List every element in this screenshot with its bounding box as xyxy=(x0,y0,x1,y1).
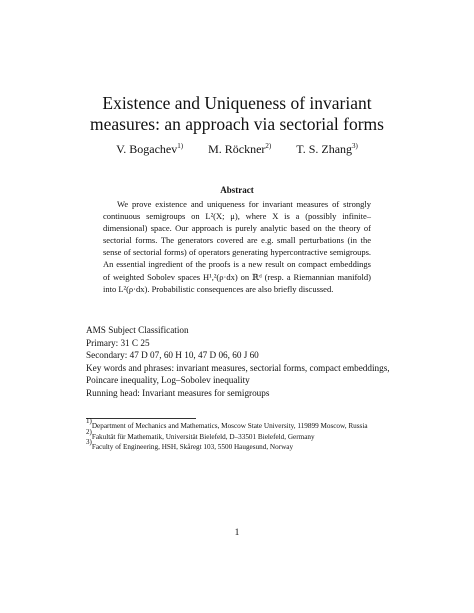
footnote-mark: 3) xyxy=(86,438,92,446)
footnote-text: Faculty of Engineering, HSH, Skåregt 103, 5500 Haugesund, Norway xyxy=(91,443,294,451)
author-footnote-mark: 1) xyxy=(177,142,184,150)
author xyxy=(208,142,271,156)
abstract-text: We prove existence and uniqueness for invariant measures of strongly continuous semigroups on L²(X; μ), where X is a (possibly infinite–dimensional) space. Our approach is purely analytic based on the theory of sectorial forms. The generators covered are e.g. small perturbations (in the sense of sectorial forms) of operators generating hypercontractive semigroups. An essential ingredient of the proofs is a new result on compact embeddings of weighted Sobolev spaces H¹,²(ρ·dx) on ℝᵈ (resp. a Riemannian manifold) into L²(ρ·dx). Probabilistic consequences are also briefly discussed. xyxy=(103,199,371,294)
author-list xyxy=(40,142,434,157)
footnote-mark: 1) xyxy=(86,417,92,425)
classification-block xyxy=(86,324,398,400)
footnote-text: Fakultät für Mathematik, Universität Bielefeld, D–33501 Bielefeld, Germany xyxy=(91,432,315,441)
footnotes xyxy=(86,417,396,453)
footnote-mark: 2) xyxy=(86,427,92,436)
footnote-text: Department of Mechanics and Mathematics, Moscow State University, 119899 Moscow, Russia xyxy=(91,422,368,430)
author xyxy=(296,142,358,156)
author-name: M. Röckner xyxy=(208,142,266,156)
author-footnote-mark: 3) xyxy=(352,142,358,150)
author xyxy=(116,142,183,156)
primary-classification: Primary: 31 C 25 xyxy=(86,337,150,348)
running-head: Running head: Invariant measures for semigroups xyxy=(86,387,270,398)
paper-title xyxy=(40,93,434,135)
author-footnote-mark: 2) xyxy=(265,142,272,150)
title-line-2: measures: an approach via sectorial forms xyxy=(90,114,384,134)
author-name: T. S. Zhang xyxy=(296,142,353,156)
footnote-divider xyxy=(86,418,196,419)
page-number: 1 xyxy=(234,528,240,538)
secondary-classification: Secondary: 47 D 07, 60 H 10, 47 D 06, 60 J 60 xyxy=(86,350,259,361)
title-line-1: Existence and Uniqueness of invariant xyxy=(102,93,372,113)
abstract-heading: Abstract xyxy=(220,185,254,195)
footnote xyxy=(86,417,396,432)
author-name: V. Bogachev xyxy=(116,142,178,156)
ams-classification-heading: AMS Subject Classification xyxy=(86,325,189,335)
footnote xyxy=(86,438,396,453)
keywords: Key words and phrases: invariant measures, sectorial forms, compact embeddings, Poincare inequality, Log–Sobolev inequality xyxy=(86,362,390,386)
footnote xyxy=(86,427,396,443)
